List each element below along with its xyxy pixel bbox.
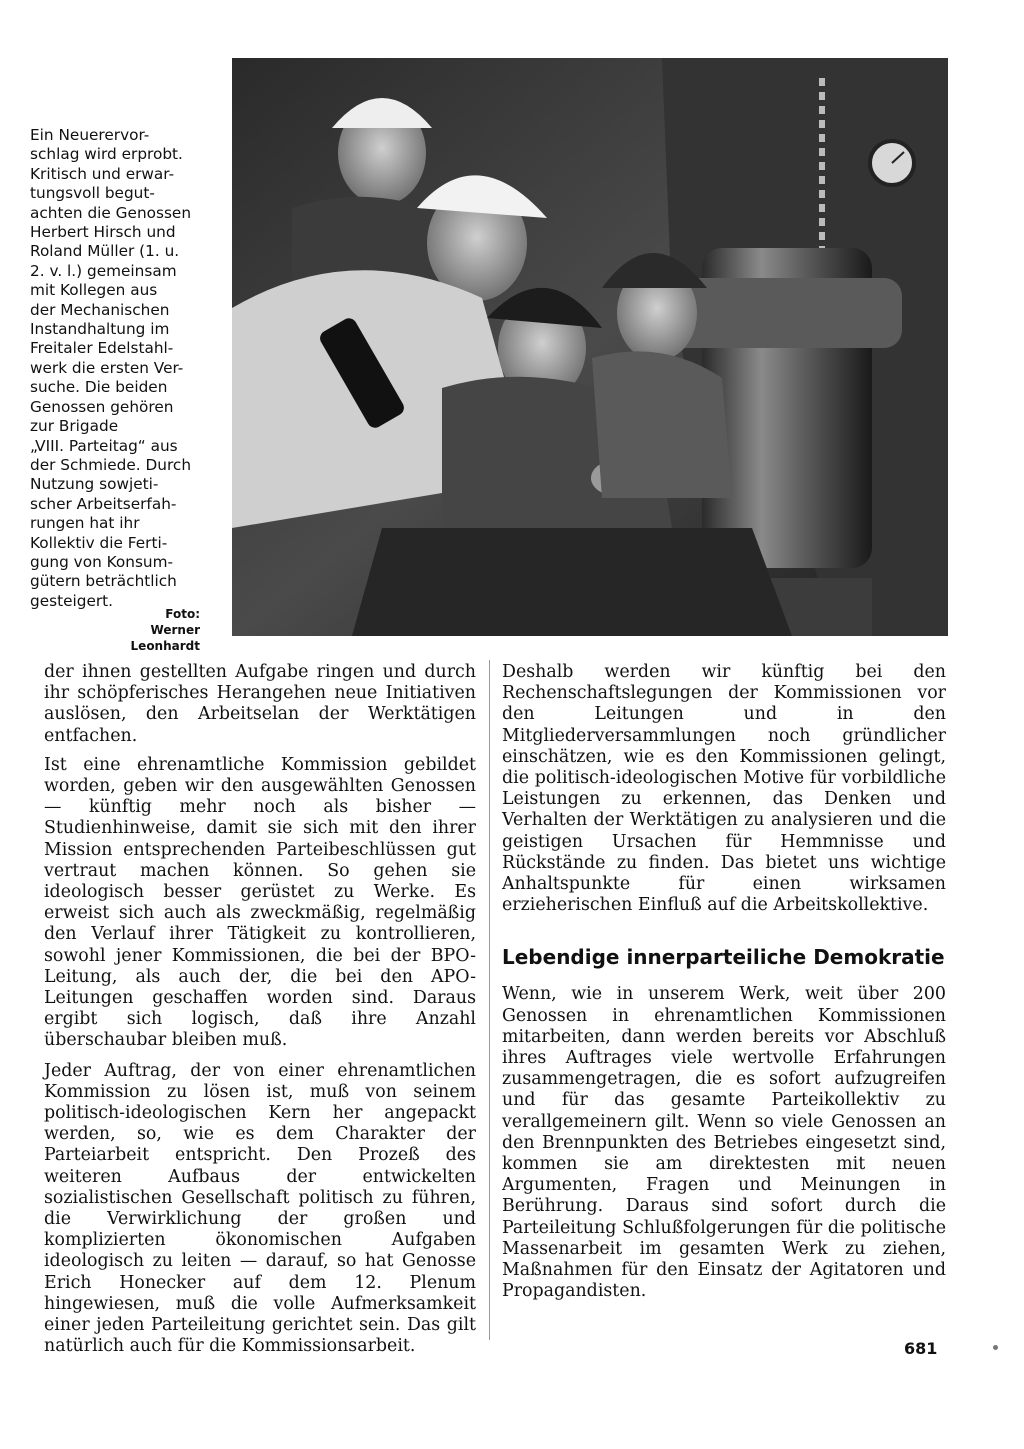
photo-workers-forge xyxy=(232,58,948,636)
photo-credit: Foto: Werner Leonhardt xyxy=(130,607,200,653)
photo-caption: Ein Neuerervor- schlag wird erprobt. Kritisch und erwar- tungsvoll begut- achten die Genossen Herbert Hirsch und Roland Müller (1. u. 2. v. l.) gemeinsam mit Kollegen aus der Mechanischen Instandhaltung im Freitaler Edelstahl- werk die ersten Ver- suche. Die beiden Genossen gehören zur Brigade „VIII. Parteitag“ aus der Schmiede. Durch Nutzung sowjeti- scher Arbeitserfah- rungen hat ihr Kollektiv die Ferti- gung von Konsum- gütern beträchtlich gesteigert. xyxy=(30,126,192,610)
paragraph: Wenn, wie in unserem Werk, weit über 200 Genossen in ehrenamtlichen Kommissionen mitarbeiten, dann werden bereits vor Abschluß ihres Auftrages viele wertvolle Erfahrungen zusammengetragen, die es sofort aufzugreifen und für das gesamte Parteikollektiv zu verallgemeinern gilt. Wenn so viele Genossen an den Brennpunkten des Betriebes eingesetzt sind, kommen sie am direktesten mit neuen Argumenten, Fragen und Meinungen in Berührung. Daraus sind sofort durch die Parteileitung Schlußfolgerungen für die politische Massenarbeit im gesamten Werk zu ziehen, Maßnahmen für den Einsatz der Agitatoren und Propagandisten. xyxy=(502,984,946,1302)
print-speck xyxy=(993,1345,998,1350)
workbench xyxy=(352,528,792,636)
page-number: 681 xyxy=(904,1339,938,1358)
left-column xyxy=(44,662,476,1367)
worker-body-4 xyxy=(592,351,732,498)
paragraph: der ihnen gestellten Aufgabe ringen und durch ihr schöpferisches Herangehen neue Initiativen auslösen, den Arbeitselan der Werktätigen entfachen. xyxy=(44,662,476,746)
column-divider xyxy=(489,660,490,1340)
paragraph: Deshalb werden wir künftig bei den Rechenschaftslegungen der Kommissionen vor den Leitungen und in den Mitgliederversammlungen noch gründlicher einschätzen, wie es den Kommissionen gelingt, die politisch-ideologischen Motive für vorbildliche Leistungen zu erkennen, das Denken und Verhalten der Werktätigen zu analysieren und die geistigen Ursachen für Hemmnisse und Rückstände zu finden. Das bietet uns wichtige Anhaltspunkte für einen wirksamen erzieherischen Einfluß auf die Arbeitskollektive. xyxy=(502,662,946,916)
paragraph: Ist eine ehrenamtliche Kommission gebildet worden, geben wir den ausgewählten Genossen — künftig mehr noch als bisher — Studienhinweise, damit sie sich mit den ihrer Mission entsprechenden Parteibeschlüssen gut vertraut machen können. So gehen sie ideologisch besser gerüstet zu Werke. Es erweist sich auch als zweckmäßig, regelmäßig den Verlauf ihrer Tätigkeit zu kontrollieren, sowohl jener Kommissionen, die bei der BPO-Leitung, als auch der, die bei den APO-Leitungen geschaffen worden sind. Daraus ergibt sich logisch, daß ihre Anzahl überschaubar bleiben muß. xyxy=(44,754,476,1051)
section-heading: Lebendige innerparteiliche Demokratie xyxy=(502,945,945,970)
press-head xyxy=(662,278,902,348)
photo-illustration xyxy=(232,58,948,636)
paragraph: Jeder Auftrag, der von einer ehrenamtlichen Kommission zu lösen ist, muß von seinem politisch-ideologischen Kern her angepackt werden, so, wie es dem Charakter der Parteiarbeit entspricht. Den Prozeß des weiteren Aufbaus der entwickelten sozialistischen Gesellschaft politisch zu führen, die Verwirklichung der großen und komplizierten ökonomischen Aufgaben ideologisch zu leiten — darauf, so hat Genosse Erich Honecker auf dem 12. Plenum hingewiesen, muß die volle Aufmerksamkeit einer jeden Parteileitung gerichtet sein. Das gilt natürlich auch für die Kommissionsarbeit. xyxy=(44,1060,476,1357)
right-column xyxy=(502,662,946,1311)
